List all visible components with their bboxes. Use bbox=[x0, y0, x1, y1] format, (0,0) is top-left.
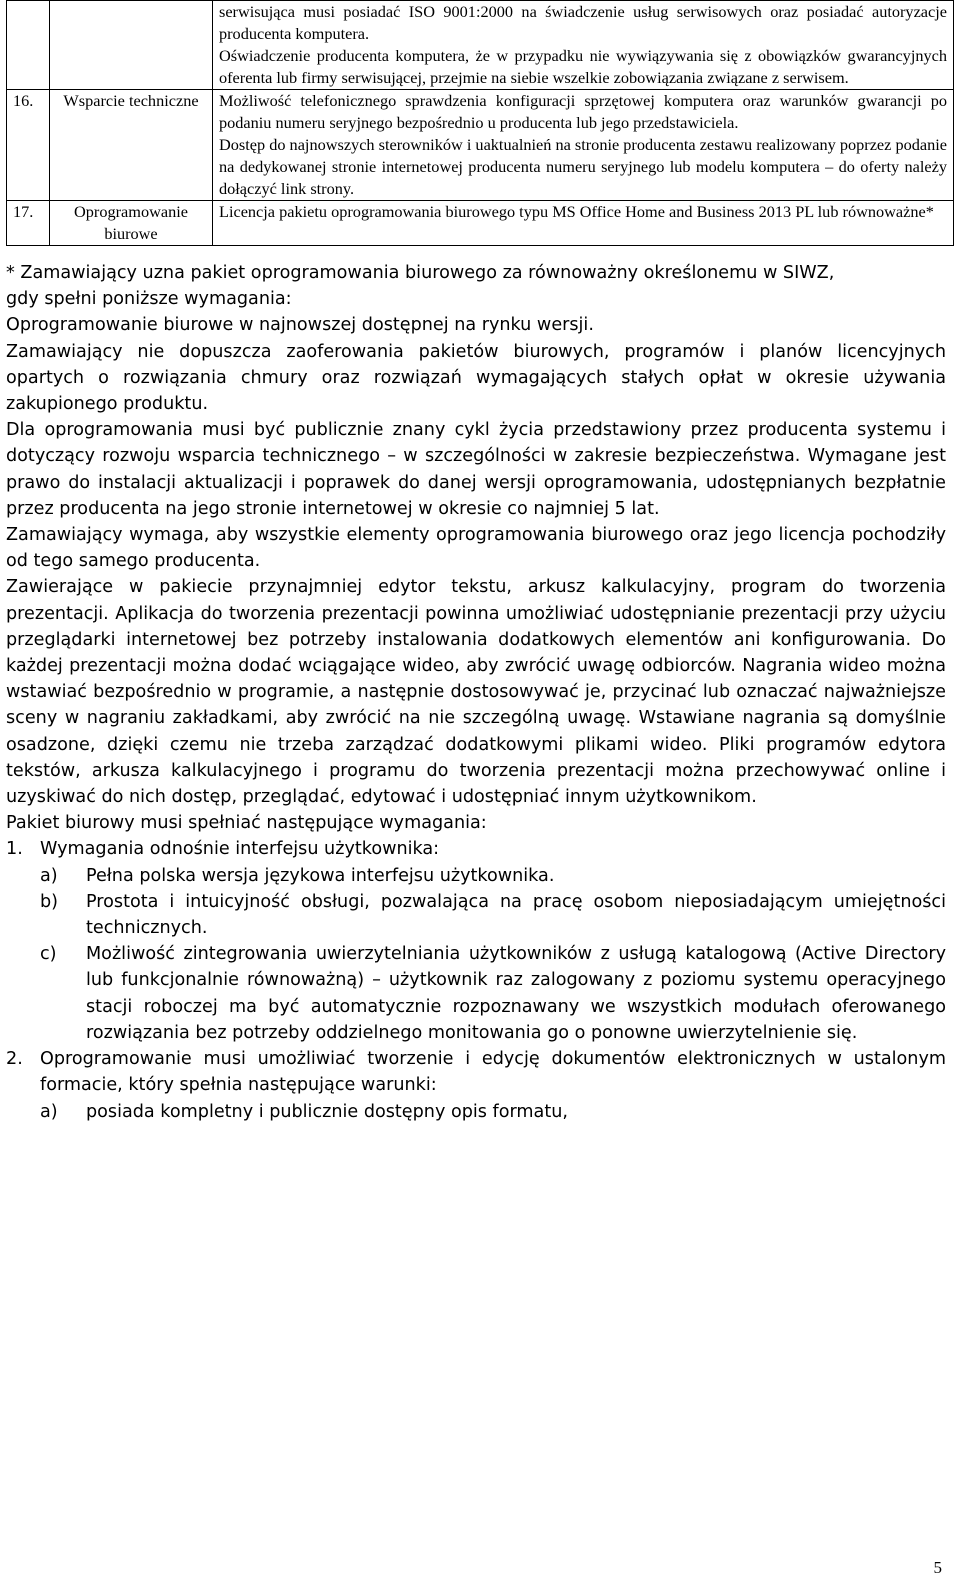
row-description bbox=[213, 90, 954, 201]
sub-list-item bbox=[40, 1099, 946, 1125]
row-name: Wsparcie techniczne bbox=[50, 90, 213, 201]
description-paragraph: Licencja pakietu oprogramowania biurowego typu MS Office Home and Business 2013 PL lub równoważne* bbox=[219, 202, 934, 221]
spec-table bbox=[6, 0, 954, 246]
sub-list bbox=[40, 1099, 946, 1125]
table-row bbox=[7, 201, 954, 246]
row-number: 17. bbox=[7, 201, 50, 246]
list-marker: 2. bbox=[6, 1049, 23, 1070]
body-paragraph: gdy spełni poniższe wymagania: bbox=[6, 289, 292, 310]
description-paragraph: Oświadczenie producenta komputera, że w przypadku nie wywiązywania się z obowiązków gwarancyjnych oferenta lub firmy serwisującej, przejmie na siebie wszelkie zobowiązania związane z serwisem. bbox=[219, 46, 947, 87]
list-item bbox=[6, 836, 946, 862]
row-number: 16. bbox=[7, 90, 50, 201]
list-item bbox=[6, 1046, 946, 1098]
list-marker: a) bbox=[40, 865, 58, 886]
list-text: Wymagania odnośnie interfejsu użytkownika: bbox=[40, 839, 440, 860]
sub-list-item bbox=[40, 863, 946, 889]
body-text bbox=[6, 260, 946, 1125]
list-text: Oprogramowanie musi umożliwiać tworzenie i edycję dokumentów elektronicznych w ustalonym formacie, który spełnia następujące warunki: bbox=[40, 1049, 946, 1096]
table-row bbox=[7, 1, 954, 90]
list-marker: a) bbox=[40, 1101, 58, 1122]
page-number: 5 bbox=[933, 1558, 942, 1577]
document-page bbox=[6, 0, 954, 1125]
row-name: Oprogramowanie biurowe bbox=[50, 201, 213, 246]
list-marker: b) bbox=[40, 891, 59, 912]
body-paragraph: Dla oprogramowania musi być publicznie znany cykl życia przedstawiony przez producenta systemu i dotyczący rozwoju wsparcia technicznego – w szczególności w zakresie bezpieczeństwa. Wymagane jest prawo do instalacji aktualizacji i poprawek do danej wersji oprogramowania, udostępnianych bezpłatnie przez producenta na jego stronie internetowej w okresie co najmniej 5 lat. bbox=[6, 420, 946, 519]
list-text: Pełna polska wersja językowa interfejsu użytkownika. bbox=[86, 865, 555, 886]
list-marker: c) bbox=[40, 944, 57, 965]
description-paragraph: Możliwość telefonicznego sprawdzenia konfiguracji sprzętowej komputera oraz warunków gwarancji po podaniu numeru seryjnego bezpośrednio u producenta lub jego przedstawiciela. bbox=[219, 91, 947, 132]
body-paragraph: Pakiet biurowy musi spełniać następujące wymagania: bbox=[6, 813, 487, 834]
body-paragraph: Zamawiający wymaga, aby wszystkie elementy oprogramowania biurowego oraz jego licencja pochodziły od tego samego producenta. bbox=[6, 525, 946, 572]
row-name bbox=[50, 1, 213, 90]
description-paragraph: Dostęp do najnowszych sterowników i uaktualnień na stronie producenta zestawu realizowany poprzez podanie na dedykowanej stronie internetowej producenta numeru seryjnego lub modelu komputera – do oferty należy dołączyć link strony. bbox=[219, 135, 947, 198]
sub-list-item bbox=[40, 889, 946, 941]
list-marker: 1. bbox=[6, 839, 23, 860]
table-row bbox=[7, 90, 954, 201]
requirements-list bbox=[6, 836, 946, 1124]
list-text: Możliwość zintegrowania uwierzytelniania użytkowników z usługą katalogową (Active Directory lub funkcjonalnie równoważną) – użytkownik raz zalogowany z poziomu systemu operacyjnego stacji roboczej ma być automatycznie rozpoznawany we wszystkich modułach oferowanego rozwiązania bez potrzeby oddzielnego monitowania go o ponowne uwierzytelnienie się. bbox=[86, 944, 946, 1043]
body-paragraph: Zawierające w pakiecie przynajmniej edytor tekstu, arkusz kalkulacyjny, program do tworzenia prezentacji. Aplikacja do tworzenia prezentacji powinna umożliwiać udostępnianie prezentacji przy użyciu przeglądarki internetowej bez potrzeby instalowania dodatkowych elementów ani konfigurowania. Do każdej prezentacji można dodać wciągające wideo, aby zwrócić uwagę odbiorców. Nagrania wideo można wstawiać bezpośrednio w programie, a następnie dostosowywać je, przycinać lub oznaczać najważniejsze sceny w nagraniu zakładkami, aby zwrócić na nie szczególną uwagę. Wstawiane nagrania są domyślnie osadzone, dzięki czemu nie trzeba zarządzać dodatkowymi plikami wideo. Pliki programów edytora tekstów, arkusza kalkulacyjnego i programu do tworzenia prezentacji można przechowywać online i uzyskiwać do nich dostęp, przeglądać, edytować i udostępniać innym użytkownikom. bbox=[6, 577, 946, 808]
row-number bbox=[7, 1, 50, 90]
sub-list bbox=[40, 863, 946, 1046]
sub-list-item bbox=[40, 941, 946, 1046]
body-paragraph: * Zamawiający uzna pakiet oprogramowania biurowego za równoważny określonemu w SIWZ, bbox=[6, 263, 835, 283]
row-description bbox=[213, 201, 954, 246]
body-paragraph: Zamawiający nie dopuszcza zaoferowania pakietów biurowych, programów i planów licencyjnych opartych o rozwiązania chmury oraz rozwiązań wymagających stałych opłat w okresie używania zakupionego produktu. bbox=[6, 341, 946, 415]
description-paragraph: serwisująca musi posiadać ISO 9001:2000 na świadczenie usług serwisowych oraz posiadać autoryzacje producenta komputera. bbox=[219, 2, 947, 43]
list-text: Prostota i intuicyjność obsługi, pozwalająca na pracę osobom nieposiadającym umiejętności technicznych. bbox=[86, 891, 946, 939]
row-description bbox=[213, 1, 954, 90]
list-text: posiada kompletny i publicznie dostępny opis formatu, bbox=[86, 1101, 568, 1122]
body-paragraph: Oprogramowanie biurowe w najnowszej dostępnej na rynku wersji. bbox=[6, 315, 594, 336]
